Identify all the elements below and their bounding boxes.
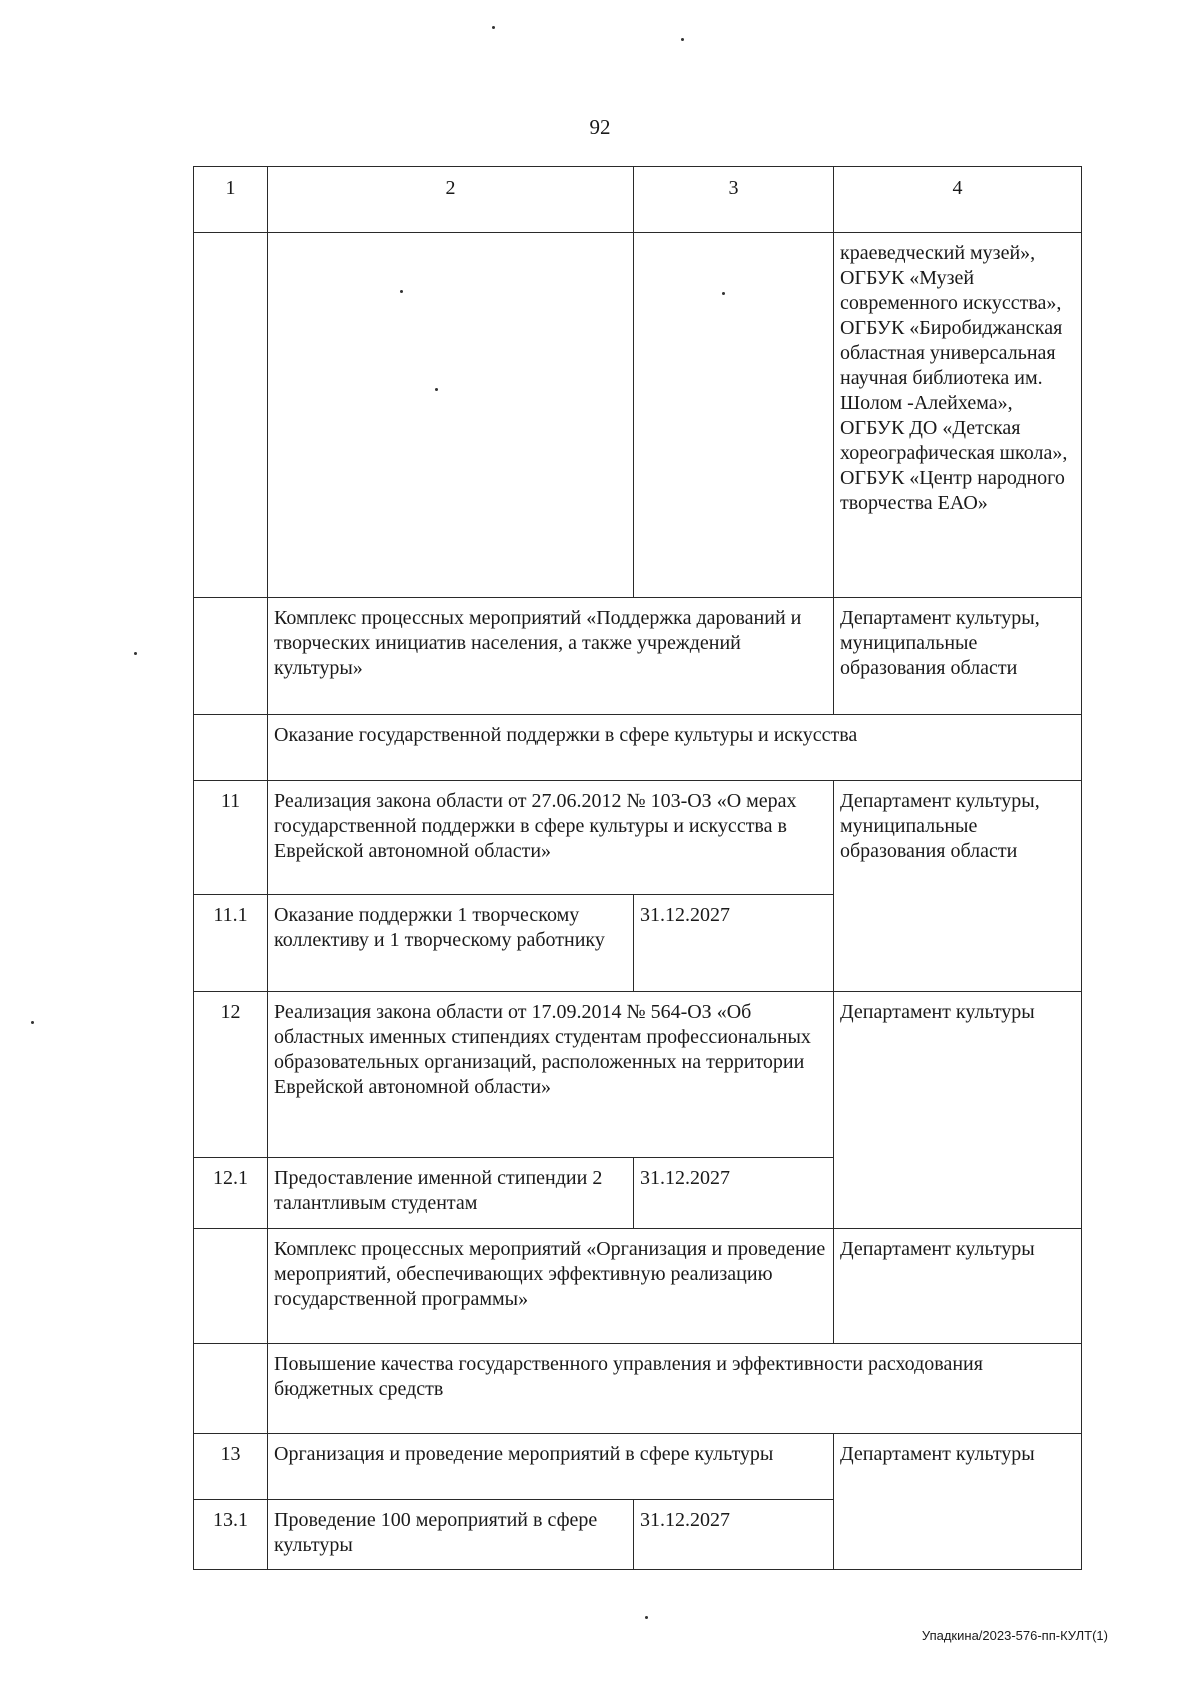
responsible-cell: Департамент культуры [834, 992, 1082, 1229]
row-number: 12 [194, 992, 268, 1158]
table-cell [268, 233, 634, 598]
scan-speck [134, 652, 137, 655]
table-cell [194, 598, 268, 715]
scan-speck [681, 38, 684, 41]
table-row [194, 1344, 1082, 1434]
measure-text: Организация и проведение мероприятий в сфере культуры [268, 1434, 834, 1500]
scan-speck [722, 292, 725, 295]
table-cell [194, 233, 268, 598]
table-row [194, 781, 1082, 895]
scan-speck [435, 388, 438, 391]
complex-title: Комплекс процессных мероприятий «Поддержка дарований и творческих инициатив населения, а также учреждений культуры» [268, 598, 834, 715]
responsible-cell: краеведческий музей», ОГБУК «Музей современного искусства», ОГБУК «Биробиджанская областная универсальная научная библиотека им. Шолом -Алейхема», ОГБУК ДО «Детская хореографическая школа», ОГБУК «Центр народного творчества ЕАО» [834, 233, 1082, 598]
measure-text: Реализация закона области от 17.09.2014 № 564-ОЗ «Об областных именных стипендиях студентам профессиональных образовательных организаций, расположенных на территории Еврейской автономной области» [268, 992, 834, 1158]
complex-title: Комплекс процессных мероприятий «Организация и проведение мероприятий, обеспечивающих эффективную реализацию государственной программы» [268, 1229, 834, 1344]
table-cell [194, 715, 268, 781]
table-row [194, 992, 1082, 1158]
responsible-cell: Департамент культуры [834, 1434, 1082, 1570]
row-number: 13 [194, 1434, 268, 1500]
responsible-cell: Департамент культуры, муниципальные образования области [834, 781, 1082, 992]
header-col-1: 1 [194, 167, 268, 233]
responsible-cell: Департамент культуры, муниципальные образования области [834, 598, 1082, 715]
result-text: Оказание поддержки 1 творческому коллективу и 1 творческому работнику [268, 895, 634, 992]
row-number: 11.1 [194, 895, 268, 992]
table-row [194, 1229, 1082, 1344]
scan-speck [400, 290, 403, 293]
footer-document-code: Упадкина/2023-576-пп-КУЛТ(1) [921, 1628, 1108, 1643]
scan-speck [31, 1021, 34, 1024]
table-header-row [194, 167, 1082, 233]
page-number: 92 [589, 115, 611, 139]
date-cell: 31.12.2027 [634, 1500, 834, 1570]
header-col-2: 2 [268, 167, 634, 233]
task-title: Оказание государственной поддержки в сфере культуры и искусства [268, 715, 1082, 781]
header-col-4: 4 [834, 167, 1082, 233]
header-col-3: 3 [634, 167, 834, 233]
responsible-cell: Департамент культуры [834, 1229, 1082, 1344]
table-cell [634, 233, 834, 598]
table-row [194, 1434, 1082, 1500]
table-row [194, 598, 1082, 715]
row-number: 12.1 [194, 1158, 268, 1229]
program-table [193, 166, 1082, 1570]
table-cell [194, 1344, 268, 1434]
measure-text: Реализация закона области от 27.06.2012 № 103-ОЗ «О мерах государственной поддержки в сфере культуры и искусства в Еврейской автономной области» [268, 781, 834, 895]
table-row [194, 233, 1082, 598]
row-number: 11 [194, 781, 268, 895]
scan-speck [645, 1616, 648, 1619]
table-cell [194, 1229, 268, 1344]
row-number: 13.1 [194, 1500, 268, 1570]
scan-speck [492, 26, 495, 29]
table-row [194, 715, 1082, 781]
result-text: Проведение 100 мероприятий в сфере культуры [268, 1500, 634, 1570]
date-cell: 31.12.2027 [634, 895, 834, 992]
result-text: Предоставление именной стипендии 2 талантливым студентам [268, 1158, 634, 1229]
date-cell: 31.12.2027 [634, 1158, 834, 1229]
task-title: Повышение качества государственного управления и эффективности расходования бюджетных средств [268, 1344, 1082, 1434]
